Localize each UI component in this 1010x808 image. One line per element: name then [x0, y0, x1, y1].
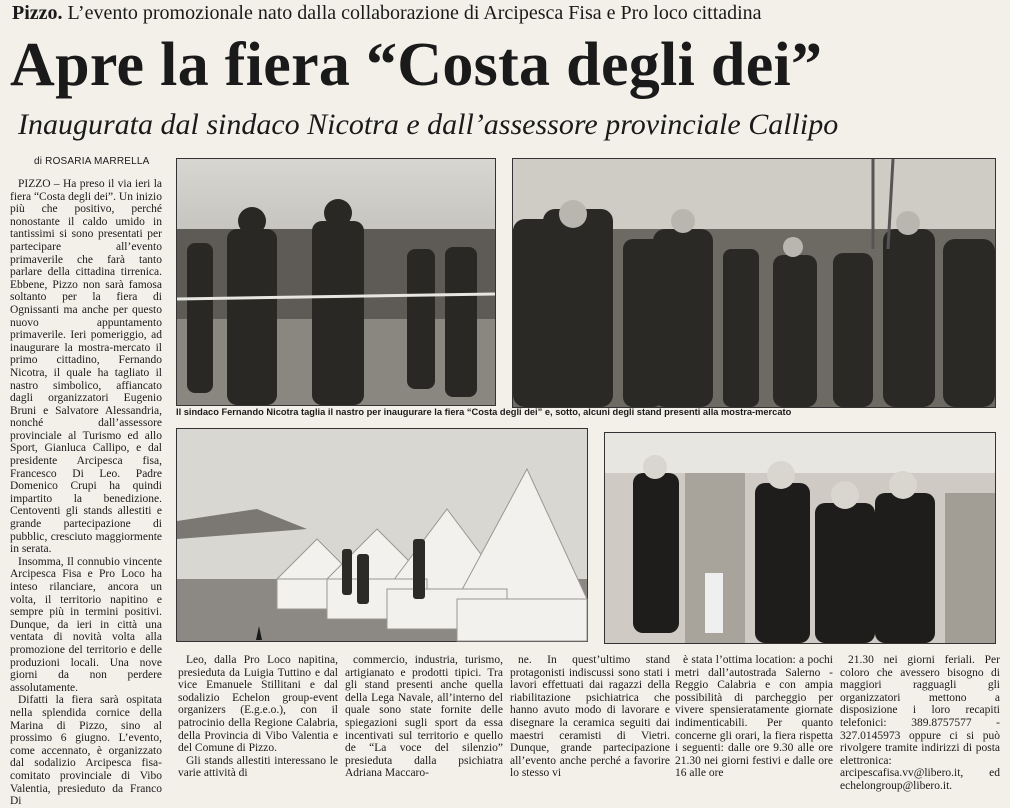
paragraph: 21.30 nei giorni feriali. Per coloro che avessero bisogno di maggiori ragguagli gli organizzatori mettono a disposizione i loro recapiti telefonici: 389.8757577 - 327.0145973 oppure ci si può rivolgere tramite indirizzi di posta elettronica: arcipescafisa.vv@libero.it, ed echelongroup@libero.it. [840, 654, 1000, 792]
headline: Apre la fiera “Costa degli dei” [10, 31, 823, 99]
photo-caption: Il sindaco Fernando Nicotra taglia il nastro per inaugurare la fiera “Costa degli dei” e, sotto, alcuni degli stand presenti alla mostra-mercato [176, 407, 792, 417]
paragraph: Difatti la fiera sarà ospitata nella splendida cornice della Marina di Pizzo, sino al prossimo 6 giugno. L’evento, come accennato, è organizzato dal sodalizio Arcipesca fisa-comitato provinciale di Vibo Valentia, presieduto da Franco Di [10, 694, 162, 808]
crowd-photo [512, 158, 996, 408]
paragraph: PIZZO – Ha preso il via ieri la fiera “Costa degli dei”. Un inizio più che positivo, perché nonostante il caldo umido in tantissimi si sono presentati per partecipare all’evento primaverile che farà tanto parlare della cittadina tirrenica. Ebbene, Pizzo non sarà famosa soltanto per la fiera di Ognissanti ma anche per questo nuovo appuntamento primaverile. Ieri pomeriggio, ad inaugurare la mostra-mercato il primo cittadino, Fernando Nicotra, il quale ha tagliato il nastro simbolico, affiancato dagli organizzatori Eugenio Bruni e Salvatore Alessandria, nonché dall’assessore provinciale al Turismo ed allo Sport, Gianluca Callipo, e dal presidente Arcipesca fisa, Francesco Di Leo. Padre Domenico Crupi ha quindi impartito la benedizione. Centoventi gli stands allestiti e grande partecipazione di pubblic, cresciuto maggiormente in serata. [10, 178, 163, 556]
article-column-4 [510, 654, 670, 786]
paragraph: Gli stands allestiti interessano le varie attività di [178, 754, 338, 780]
subheadline: Inaugurata dal sindaco Nicotra e dall’assessore provinciale Callipo [18, 108, 839, 141]
byline: di ROSARIA MARRELLA [34, 156, 150, 167]
stand-photo [604, 432, 996, 644]
kicker-place: Pizzo. [12, 2, 63, 24]
paragraph: Leo, dalla Pro Loco napitina, presieduta da Luigia Tuttino e dal vice Emanuele Stillitani e dal sodalizio Echelon group-event organizers (E.g.e.o.), con il patrocinio della Regione Calabria, della Provincia di Vibo Valentia e del Comune di Pizzo. [178, 654, 338, 755]
article-column-1 [10, 178, 163, 808]
article-column-3 [345, 654, 503, 786]
article-column-2 [178, 654, 338, 786]
ornament-icon [256, 626, 262, 640]
article-column-5 [675, 654, 833, 786]
ribbon-cutting-photo [176, 158, 496, 406]
paragraph: Insomma, Il connubio vincente Arcipesca Fisa e Pro Loco ha inteso rilanciare, ancora un volta, il territorio napitino e sempre più in termini positivi. Dunque, da ieri in città una ventata di novità volta alla promozione del territorio e delle produzioni locali. Una nove giorni da non perdere assolutamente. [10, 555, 162, 694]
kicker-text: L’evento promozionale nato dalla collaborazione di Arcipesca Fisa e Pro loco cittadina [67, 2, 762, 24]
paragraph: commercio, industria, turismo, artigianato e prodotti tipici. Tra gli stand presenti anche quella della Lega Navale, all’interno del quale sono state fornite delle spiegazioni sugli sport da essa incentivati sul territorio e quello de “La voce del silenzio” presieduta dalla psichiatra Adriana Maccaro- [345, 654, 503, 780]
paragraph: è stata l’ottima location: a pochi metri dall’autostrada Salerno - Reggio Calabria e con ampia possibilità di parcheggio per vivere spensieratamente giornate indimenticabili. Per quanto concerne gli orari, la fiera rispetta i seguenti: dalle ore 9.30 alle ore 21.30 nei giorni festivi e dalle ore 16 alle ore [675, 654, 833, 780]
article-column-6 [840, 654, 1000, 792]
paragraph: ne. In quest’ultimo stand protagonisti indiscussi sono stati i lavori effettuati dai ragazzi della riabilitazione psichiatrica che hanno avuto modo di lavorare e disegnare la ceramica seguiti dai maestri ceramisti di Vietri. Dunque, grande partecipazione all’evento anche perché a favorire lo stesso vi [510, 654, 670, 780]
tents-photo [176, 428, 588, 642]
